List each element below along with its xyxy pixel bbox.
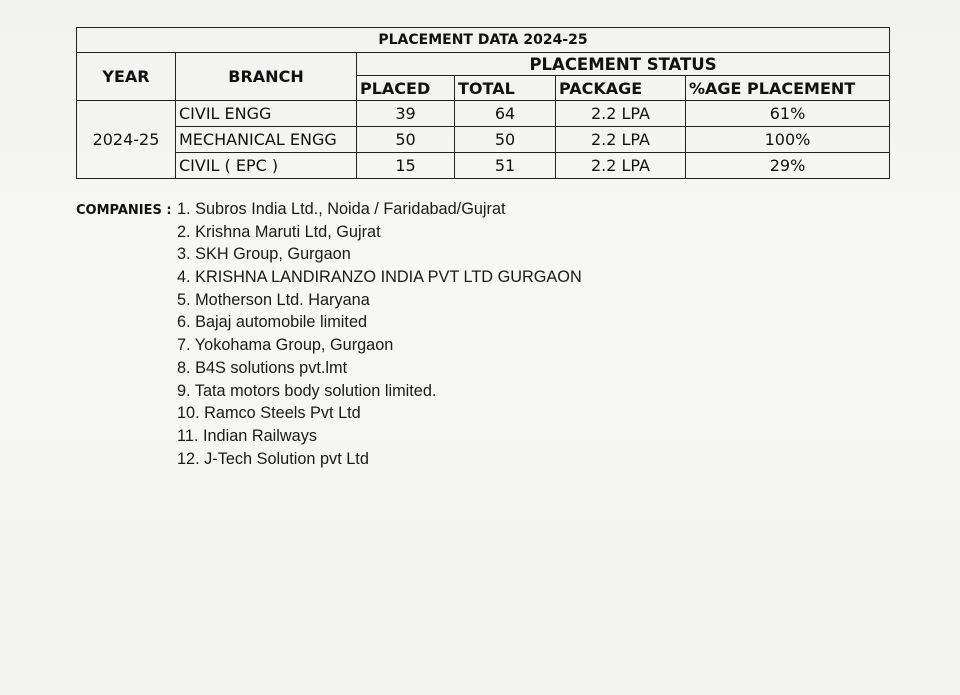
branch-cell: CIVIL ( EPC ) (176, 153, 357, 179)
percentage-cell: 29% (686, 153, 890, 179)
package-cell: 2.2 LPA (556, 153, 686, 179)
placed-header: PLACED (357, 76, 455, 101)
branch-header: BRANCH (176, 53, 357, 101)
header-row-1 (77, 53, 890, 76)
company-item: 12. J-Tech Solution pvt Ltd (177, 449, 369, 468)
package-header: PACKAGE (556, 76, 686, 101)
percentage-header: %AGE PLACEMENT (686, 76, 890, 101)
total-cell: 50 (455, 127, 556, 153)
table-row (77, 101, 890, 127)
table-title-row (77, 28, 890, 53)
branch-cell: CIVIL ENGG (176, 101, 357, 127)
placed-cell: 15 (357, 153, 455, 179)
company-item: 8. B4S solutions pvt.lmt (177, 358, 348, 377)
total-cell: 64 (455, 101, 556, 127)
percentage-cell: 61% (686, 101, 890, 127)
total-header: TOTAL (455, 76, 556, 101)
companies-list (177, 198, 582, 470)
company-item: 1. Subros India Ltd., Noida / Faridabad/Gujrat (177, 200, 506, 218)
package-cell: 2.2 LPA (556, 101, 686, 127)
table-row (77, 127, 890, 153)
company-item: 2. Krishna Maruti Ltd, Gujrat (177, 222, 381, 241)
branch-cell: MECHANICAL ENGG (176, 127, 357, 153)
percentage-cell: 100% (686, 127, 890, 153)
placed-cell: 39 (357, 101, 455, 127)
company-item: 4. KRISHNA LANDIRANZO INDIA PVT LTD GURGAON (177, 268, 582, 287)
year-header: YEAR (77, 53, 176, 101)
total-cell: 51 (455, 153, 556, 179)
company-item: 5. Motherson Ltd. Haryana (177, 290, 370, 309)
year-cell: 2024-25 (77, 101, 176, 179)
package-cell: 2.2 LPA (556, 127, 686, 153)
company-item: 6. Bajaj automobile limited (177, 313, 368, 332)
company-item: 9. Tata motors body solution limited. (177, 381, 437, 400)
company-item: 3. SKH Group, Gurgaon (177, 245, 351, 264)
companies-label: COMPANIES : (76, 203, 172, 218)
table-title: PLACEMENT DATA 2024-25 (77, 28, 890, 53)
placement-status-header: PLACEMENT STATUS (357, 53, 890, 76)
company-item: 11. Indian Railways (177, 426, 317, 445)
company-item: 7. Yokohama Group, Gurgaon (177, 336, 394, 355)
placement-table (76, 27, 890, 179)
table-row (77, 153, 890, 179)
company-item: 10. Ramco Steels Pvt Ltd (177, 404, 361, 423)
placed-cell: 50 (357, 127, 455, 153)
